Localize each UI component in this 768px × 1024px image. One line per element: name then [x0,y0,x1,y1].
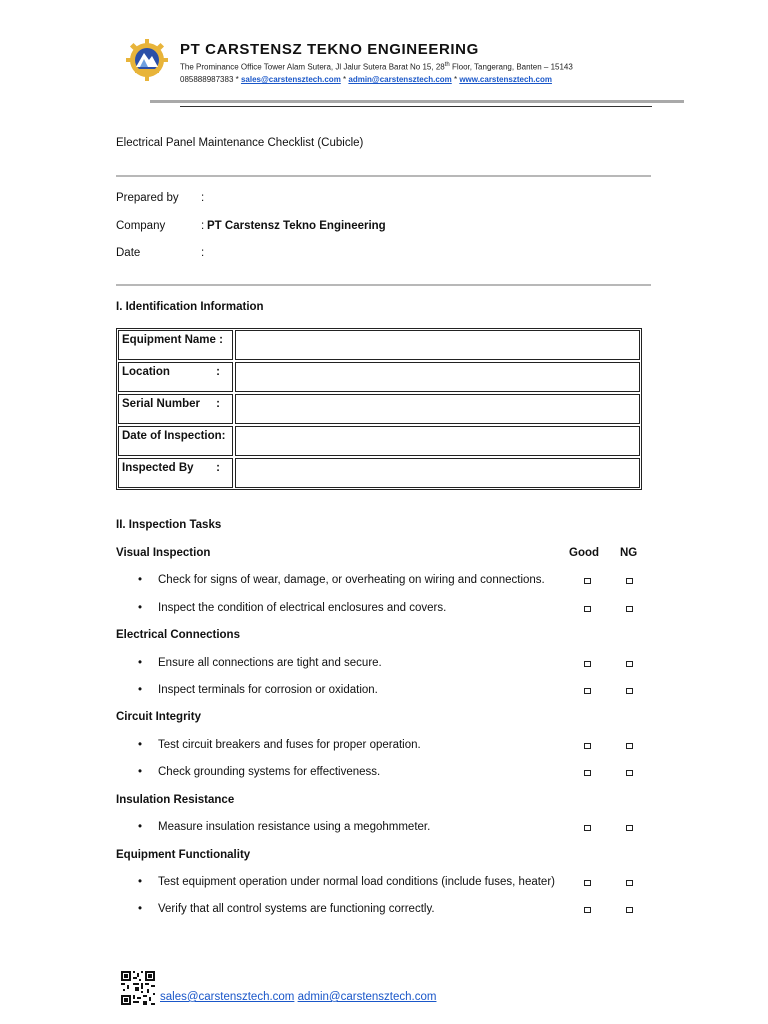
date-label: Date [116,247,141,259]
inspected-by-field[interactable] [235,458,640,488]
checkbox-good[interactable] [584,825,591,831]
checkbox-good[interactable] [584,688,591,694]
task-item: • Measure insulation resistance using a megohmmeter. [138,821,431,833]
column-good: Good [569,547,600,559]
company-name: PT CARSTENSZ TEKNO ENGINEERING [180,41,479,58]
category-insulation-resistance: Insulation Resistance [116,794,235,806]
task-item: • Inspect the condition of electrical enclosures and covers. [138,602,447,614]
company-value: PT Carstensz Tekno Engineering [207,220,386,232]
company-phone: 085888987383 [180,75,234,84]
category-visual-inspection: Visual Inspection [116,547,211,559]
id-label-date-of-inspection: Date of Inspection: [122,430,226,442]
date-of-inspection-field[interactable] [235,426,640,456]
checkbox-ng[interactable] [626,606,633,612]
task-item: • Inspect terminals for corrosion or oxidation. [138,684,378,696]
task-item: • Test equipment operation under normal load conditions (include fuses, heater) [138,876,555,888]
title-divider [116,175,651,177]
prepared-by-label: Prepared by [116,192,179,204]
header-divider-thin [180,106,652,107]
checkbox-good[interactable] [584,770,591,776]
footer-email-admin-link[interactable]: admin@carstensztech.com [297,991,437,1003]
category-circuit-integrity: Circuit Integrity [116,711,201,723]
company-contact: 085888987383 * sales@carstensztech.com * admin@carstensztech.com * www.carstensztech.com [180,75,552,84]
checkbox-good[interactable] [584,606,591,612]
footer-links [160,991,436,1003]
location-field[interactable] [235,362,640,392]
category-electrical-connections: Electrical Connections [116,629,240,641]
checkbox-good[interactable] [584,661,591,667]
checkbox-ng[interactable] [626,907,633,913]
company-address: The Prominance Office Tower Alam Sutera, Jl Jalur Sutera Barat No 15, 28th Floor, Tangerang, Banten – 15143 [180,62,573,72]
id-row-location: Location : [118,362,640,392]
checkbox-ng[interactable] [626,880,633,886]
checkbox-good[interactable] [584,578,591,584]
company-logo-icon [118,38,176,82]
meta-divider [116,284,651,286]
checkbox-ng[interactable] [626,770,633,776]
checkbox-good[interactable] [584,907,591,913]
task-item: • Test circuit breakers and fuses for proper operation. [138,739,421,751]
header-email-admin-link[interactable]: admin@carstensztech.com [348,75,452,84]
id-label-location: Location [122,366,170,378]
id-label-serial-number: Serial Number [122,398,200,410]
checkbox-ng[interactable] [626,743,633,749]
equipment-name-field[interactable] [235,330,640,360]
checkbox-ng[interactable] [626,661,633,667]
id-row-serial-number: Serial Number : [118,394,640,424]
id-row-equipment-name [118,330,640,360]
header-website-link[interactable]: www.carstensztech.com [459,75,552,84]
inspection-title: II. Inspection Tasks [116,519,222,531]
qr-code-icon [120,970,156,1006]
prepared-by-row: Prepared by : [116,192,205,204]
checkbox-ng[interactable] [626,825,633,831]
serial-number-field[interactable] [235,394,640,424]
header-divider [150,100,684,103]
task-item: • Check for signs of wear, damage, or overheating on wiring and connections. [138,574,545,586]
id-label-equipment-name: Equipment Name : [122,334,223,346]
checkbox-good[interactable] [584,880,591,886]
checkbox-good[interactable] [584,743,591,749]
checkbox-ng[interactable] [626,578,633,584]
company-row: Company : PT Carstensz Tekno Engineering [116,220,386,232]
id-row-inspected-by: Inspected By : [118,458,640,488]
identification-title: I. Identification Information [116,301,264,313]
company-label: Company [116,220,166,232]
date-row: Date : [116,247,205,259]
task-item: • Check grounding systems for effectiveness. [138,766,381,778]
task-item: • Ensure all connections are tight and secure. [138,657,382,669]
identification-table [116,328,642,490]
task-item: • Verify that all control systems are functioning correctly. [138,903,435,915]
id-row-date-of-inspection [118,426,640,456]
footer-email-sales-link[interactable]: sales@carstensztech.com [160,991,295,1003]
category-equipment-functionality: Equipment Functionality [116,849,251,861]
document-title: Electrical Panel Maintenance Checklist (Cubicle) [116,137,364,149]
checkbox-ng[interactable] [626,688,633,694]
column-ng: NG [620,547,638,559]
header-email-sales-link[interactable]: sales@carstensztech.com [240,75,341,84]
id-label-inspected-by: Inspected By [122,462,194,474]
